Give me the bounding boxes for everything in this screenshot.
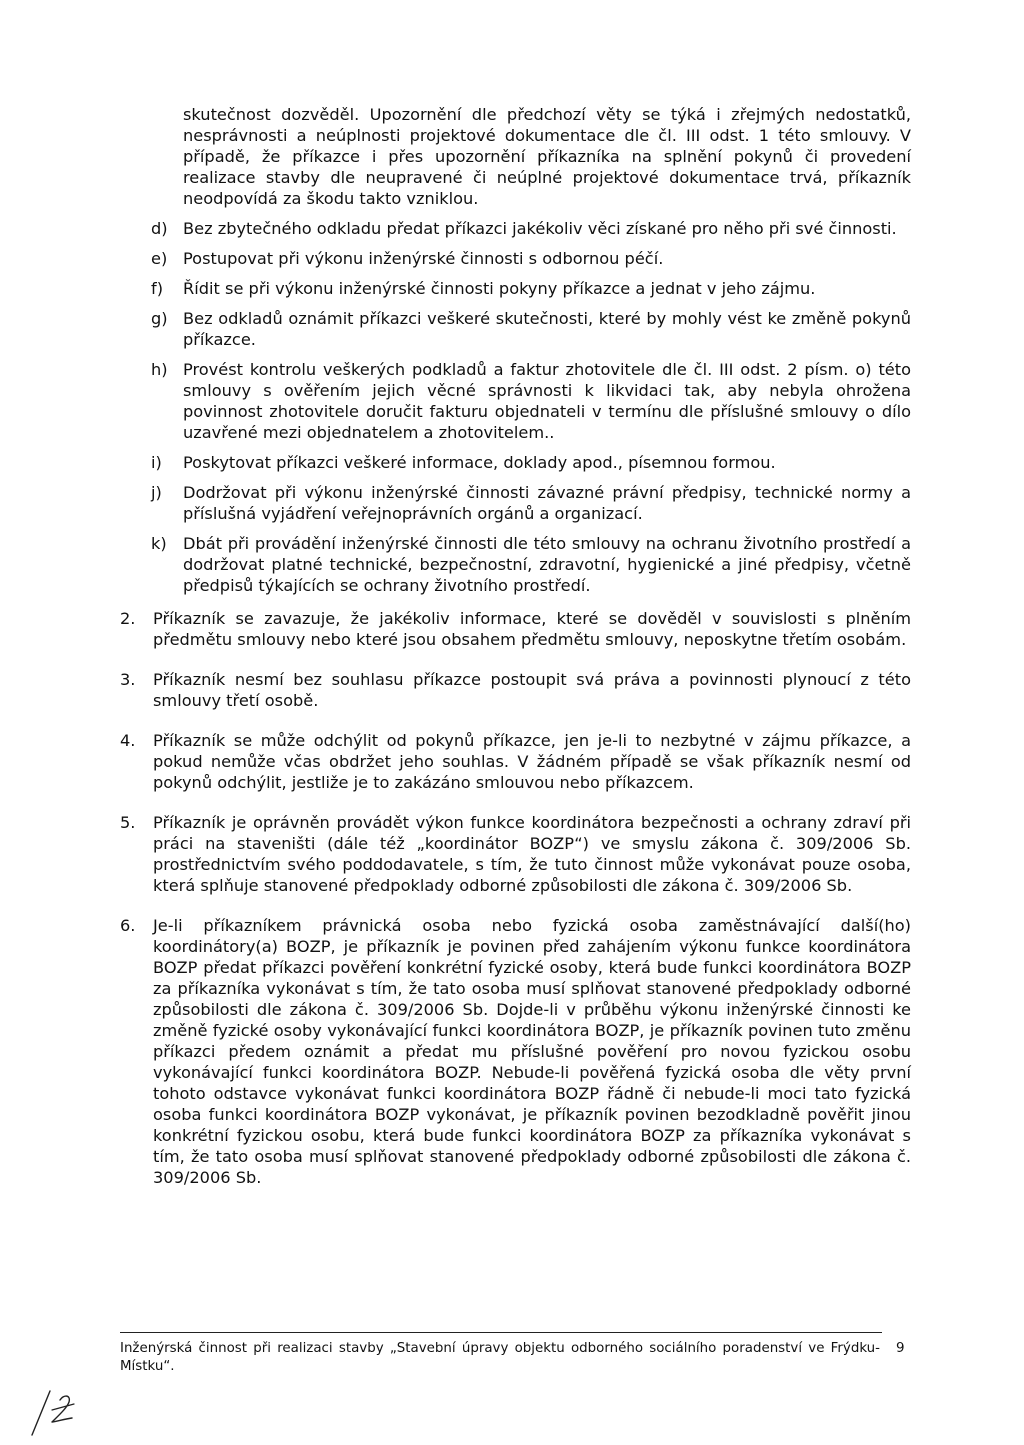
list-item-letter: h) — [151, 360, 168, 379]
handwritten-mark — [28, 1388, 76, 1438]
list-item-text: Dbát při provádění inženýrské činnosti dle této smlouvy na ochranu životního prostředí a dodržovat platné technické, bezpečnostní, zdravotní, hygienické a jiné předpisy, včetně předpisů týkajících se ochrany životního prostředí. — [183, 534, 911, 595]
list-item — [151, 308, 911, 350]
paragraph-number: 5. — [120, 813, 136, 832]
document-body — [0, 104, 1024, 1207]
list-item — [151, 482, 911, 524]
list-item — [151, 533, 911, 596]
list-item — [151, 218, 911, 239]
page-number: 9 — [896, 1341, 905, 1356]
list-item-text: Řídit se při výkonu inženýrské činnosti pokyny příkazce a jednat v jeho zájmu. — [183, 279, 816, 298]
list-item-letter: e) — [151, 249, 168, 268]
lettered-list — [0, 218, 1024, 596]
paragraph-text: Příkazník je oprávněn provádět výkon funkce koordinátora bezpečnosti a ochrany zdraví při práci na staveništi (dále též „koordinátor BOZP“) ve smyslu zákona č. 309/2006 Sb. prostřednictvím svého poddodavatele, s tím, že tuto činnost může vykonávat pouze osoba, která splňuje stanovené předpoklady odborné způsobilosti dle zákona č. 309/2006 Sb. — [153, 813, 911, 895]
list-item-letter: f) — [151, 279, 164, 298]
list-item-text: Poskytovat příkazci veškeré informace, doklady apod., písemnou formou. — [183, 453, 776, 472]
paragraph-number: 6. — [120, 916, 136, 935]
numbered-paragraph — [120, 730, 911, 793]
list-item-letter: k) — [151, 534, 167, 553]
numbered-paragraph — [120, 812, 911, 896]
paragraph-number: 3. — [120, 670, 136, 689]
paragraph-text: Příkazník se zavazuje, že jakékoliv informace, které se dověděl v souvislosti s plněním předmětu smlouvy nebo které jsou obsahem předmětu smlouvy, neposkytne třetím osobám. — [153, 609, 911, 649]
numbered-paragraph — [120, 608, 911, 650]
paragraph-text: Příkazník se může odchýlit od pokynů příkazce, jen je-li to nezbytné v zájmu příkazce, a pokud nemůže včas obdržet jeho souhlas. V žádném případě se však příkazník nesmí od pokynů odchýlit, jestliže je to zakázáno smlouvou nebo příkazcem. — [153, 731, 911, 792]
intro-paragraph: skutečnost dozvěděl. Upozornění dle předchozí věty se týká i zřejmých nedostatků, nesprávnosti a neúplnosti projektové dokumentace dle čl. III odst. 1 této smlouvy. V případě, že příkazce i přes upozornění příkazníka na splnění pokynů či provedení realizace stavby dle neupravené či neúplné projektové dokumentace trvá, příkazník neodpovídá za škodu takto vzniklou. — [183, 105, 911, 208]
list-item-text: Bez zbytečného odkladu předat příkazci jakékoliv věci získané pro něho při své činnosti. — [183, 219, 897, 238]
list-item-text: Dodržovat při výkonu inženýrské činnosti závazné právní předpisy, technické normy a příslušná vyjádření veřejnoprávních orgánů a organizací. — [183, 483, 911, 523]
list-item — [151, 248, 911, 269]
paragraph-number: 4. — [120, 731, 136, 750]
numbered-paragraph — [120, 669, 911, 711]
numbered-paragraph — [120, 915, 911, 1188]
list-item-text: Postupovat při výkonu inženýrské činnosti s odbornou péčí. — [183, 249, 664, 268]
list-item-letter: j) — [151, 483, 162, 502]
list-item-letter: d) — [151, 219, 168, 238]
list-item-text: Provést kontrolu veškerých podkladů a faktur zhotovitele dle čl. III odst. 2 písm. o) této smlouvy s ověřením jejich věcné správnosti k likvidaci tak, aby nebyla ohrožena povinnost zhotovitele doručit fakturu objednateli v termínu dle příslušné smlouvy o dílo uzavřené mezi objednatelem a zhotovitelem.. — [183, 360, 911, 442]
list-item-text: Bez odkladů oznámit příkazci veškeré skutečnosti, které by mohly vést ke změně pokynů příkazce. — [183, 309, 911, 349]
numbered-list — [0, 608, 1024, 1188]
list-item — [151, 278, 911, 299]
list-item-letter: g) — [151, 309, 168, 328]
paragraph-text: Příkazník nesmí bez souhlasu příkazce postoupit svá práva a povinnosti plynoucí z této smlouvy třetí osobě. — [153, 670, 911, 710]
list-item-letter: i) — [151, 453, 162, 472]
paragraph-number: 2. — [120, 609, 136, 628]
list-item — [151, 452, 911, 473]
list-item — [151, 359, 911, 443]
paragraph-text: Je-li příkazníkem právnická osoba nebo fyzická osoba zaměstnávající další(ho) koordinátory(a) BOZP, je příkazník je povinen před zahájením výkonu funkce koordinátora BOZP předat příkazci pověření konkrétní fyzické osoby, která bude funkci koordinátora BOZP za příkazníka vykonávat s tím, že tato osoba musí splňovat stanovené předpoklady odborné způsobilosti dle zákona č. 309/2006 Sb. Dojde-li v průběhu výkonu inženýrské činnosti ke změně fyzické osoby vykonávající funkci koordinátora BOZP, je příkazník povinen tuto změnu příkazci předem oznámit a předat mu příslušné pověření pro novou fyzickou osobu vykonávající funkci koordinátora BOZP. Nebude-li pověřená fyzická osoba dle věty první tohoto odstavce vykonávat funkci koordinátora BOZP řádně či nebude-li moci tato fyzická osoba funkci koordinátora BOZP vykonávat, je příkazník povinen bezodkladně pověřit jinou konkrétní fyzickou osobu, která bude funkci koordinátora BOZP za příkazníka vykonávat s tím, že tato osoba musí splňovat stanovené předpoklady odborné způsobilosti dle zákona č. 309/2006 Sb. — [153, 916, 911, 1187]
footer-text: Inženýrská činnost při realizaci stavby „Stavební úpravy objektu odborného sociálního poradenství ve Frýdku-Místku“. — [120, 1341, 880, 1374]
footer-divider — [120, 1332, 882, 1333]
